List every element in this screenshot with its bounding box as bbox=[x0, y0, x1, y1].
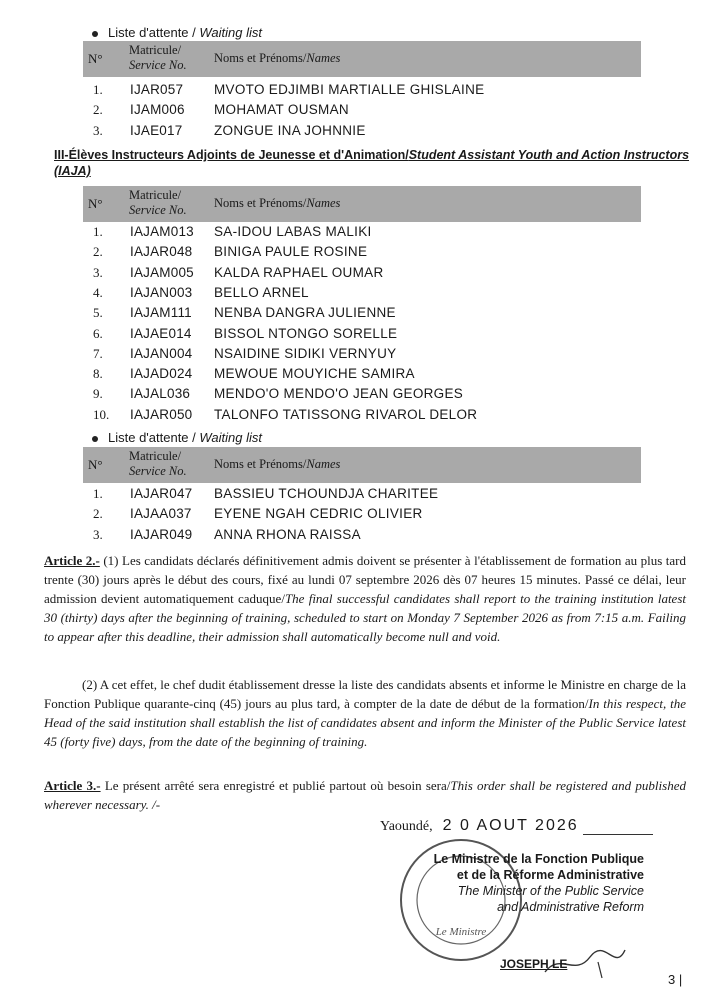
table-row bbox=[0, 224, 720, 244]
candidate-name: MOHAMAT OUSMAN bbox=[214, 102, 349, 118]
service-number: IAJAE014 bbox=[130, 325, 192, 341]
row-number: 9. bbox=[93, 386, 103, 402]
row-number: 2. bbox=[93, 506, 103, 522]
page-number: 3 | bbox=[668, 972, 683, 987]
row-number: 2. bbox=[93, 102, 103, 118]
table-header: N° Matricule/ Service No. Noms et Prénoms/Names bbox=[83, 186, 641, 222]
candidate-name: MVOTO EDJIMBI MARTIALLE GHISLAINE bbox=[214, 82, 485, 97]
candidate-name: NENBA DANGRA JULIENNE bbox=[214, 305, 396, 321]
table-row bbox=[0, 123, 720, 143]
service-number: IAJAL036 bbox=[130, 386, 191, 402]
service-number: IAJAR047 bbox=[130, 486, 193, 501]
candidate-name: ANNA RHONA RAISSA bbox=[214, 526, 361, 542]
article-3-paragraph: Article 3.- Le présent arrêté sera enregistré et publié partout où besoin sera/This order shall be registered and published wherever necessary. /- bbox=[44, 778, 686, 812]
service-number: IJAE017 bbox=[130, 122, 183, 138]
article-2-paragraph-2: (2) A cet effet, le chef dudit établissement dresse la liste des candidats absents et informe le Ministre en charge de la Fonction Publique quarante-cinq (45) jours au plus tard, à compter de la date de début de la formation/In this respect, the Head of the said institution shall establish the list of candidates absent and inform the Minister of the Public Service latest 45 (forty five) days, from the date of the beginning of training. bbox=[44, 677, 686, 749]
service-number: IAJAR049 bbox=[130, 526, 193, 542]
candidate-name: BELLO ARNEL bbox=[214, 284, 309, 300]
row-number: 4. bbox=[93, 284, 103, 300]
row-number: 7. bbox=[93, 345, 103, 361]
waiting-list-label: Liste d'attente / Waiting list bbox=[92, 25, 262, 40]
row-number: 10. bbox=[93, 406, 110, 422]
signature-date: Yaoundé, 2 0 AOUT 2026 bbox=[380, 817, 653, 835]
row-number: 1. bbox=[93, 486, 103, 501]
table-row bbox=[0, 102, 720, 122]
service-number: IAJAR050 bbox=[130, 406, 193, 422]
table-header: N° Matricule/ Service No. Noms et Prénoms/Names bbox=[83, 447, 641, 483]
service-number: IAJAD024 bbox=[130, 366, 193, 382]
candidate-name: BINIGA PAULE ROSINE bbox=[214, 244, 368, 260]
row-number: 3. bbox=[93, 122, 103, 138]
table-row bbox=[0, 265, 720, 285]
table-row bbox=[0, 285, 720, 305]
candidate-name: MENDO'O MENDO'O JEAN GEORGES bbox=[214, 386, 464, 402]
row-number: 8. bbox=[93, 366, 103, 382]
row-number: 6. bbox=[93, 325, 103, 341]
section-title: III-Élèves Instructeurs Adjoints de Jeunesse et d'Animation/Student Assistant Youth and Action Instructors (IAJA) bbox=[54, 148, 690, 178]
row-number: 1. bbox=[93, 82, 103, 97]
table-row bbox=[0, 305, 720, 325]
candidate-name: ZONGUE INA JOHNNIE bbox=[214, 122, 366, 138]
service-number: IAJAM111 bbox=[130, 305, 192, 321]
candidate-name: KALDA RAPHAEL OUMAR bbox=[214, 264, 384, 280]
table-row bbox=[0, 407, 720, 427]
table-header: N° Matricule/ Service No. Noms et Prénoms/Names bbox=[83, 41, 641, 77]
table-row bbox=[0, 244, 720, 264]
service-number: IAJAM005 bbox=[130, 264, 194, 280]
stamp-text: Le Ministre bbox=[435, 926, 487, 938]
candidate-name: BASSIEU TCHOUNDJA CHARITEE bbox=[214, 486, 439, 501]
service-number: IJAR057 bbox=[130, 82, 184, 97]
waiting-list-label: Liste d'attente / Waiting list bbox=[92, 430, 262, 445]
row-number: 1. bbox=[93, 224, 103, 239]
table-row bbox=[0, 506, 720, 526]
table-row bbox=[0, 527, 720, 547]
bullet-icon bbox=[92, 31, 98, 37]
table-row bbox=[0, 386, 720, 406]
service-number: IAJAN003 bbox=[130, 284, 193, 300]
row-number: 2. bbox=[93, 244, 103, 260]
service-number: IAJAA037 bbox=[130, 506, 192, 522]
candidate-name: MEWOUE MOUYICHE SAMIRA bbox=[214, 366, 415, 382]
candidate-name: EYENE NGAH CEDRIC OLIVIER bbox=[214, 506, 423, 522]
candidate-name: NSAIDINE SIDIKI VERNYUY bbox=[214, 345, 397, 361]
candidate-name: TALONFO TATISSONG RIVAROL DELOR bbox=[214, 406, 478, 422]
service-number: IAJAN004 bbox=[130, 345, 193, 361]
table-row bbox=[0, 326, 720, 346]
row-number: 5. bbox=[93, 305, 103, 321]
table-row bbox=[0, 366, 720, 386]
candidate-name: SA-IDOU LABAS MALIKI bbox=[214, 224, 372, 239]
table-row bbox=[0, 486, 720, 506]
signatory-title: Le Ministre de la Fonction Publique et de la Réforme Administrative The Minister of the Public Service and Administrative Reform bbox=[433, 852, 644, 914]
service-number: IJAM006 bbox=[130, 102, 185, 118]
article-2-paragraph-1: Article 2.- (1) Les candidats déclarés définitivement admis doivent se présenter à l'établissement de formation au plus tard trente (30) jours après le début des cours, fixé au lundi 07 septembre 2026 dès 07 heures 15 minutes. Passé ce délai, leur admission devient automatiquement caduque/The final successful candidates shall report to the training institution latest 30 (thirty) days after the beginning of training, scheduled to start on Monday 7 September 2026 as from 7:15 a.m. Failing to appear after this deadline, their admission shall automatically become null and void. bbox=[44, 553, 687, 644]
signer-name: JOSEPH LE bbox=[500, 957, 568, 971]
bullet-icon bbox=[92, 436, 98, 442]
service-number: IAJAM013 bbox=[130, 224, 194, 239]
candidate-name: BISSOL NTONGO SORELLE bbox=[214, 325, 398, 341]
table-row bbox=[0, 82, 720, 102]
service-number: IAJAR048 bbox=[130, 244, 193, 260]
table-row bbox=[0, 346, 720, 366]
row-number: 3. bbox=[93, 264, 103, 280]
row-number: 3. bbox=[93, 526, 103, 542]
